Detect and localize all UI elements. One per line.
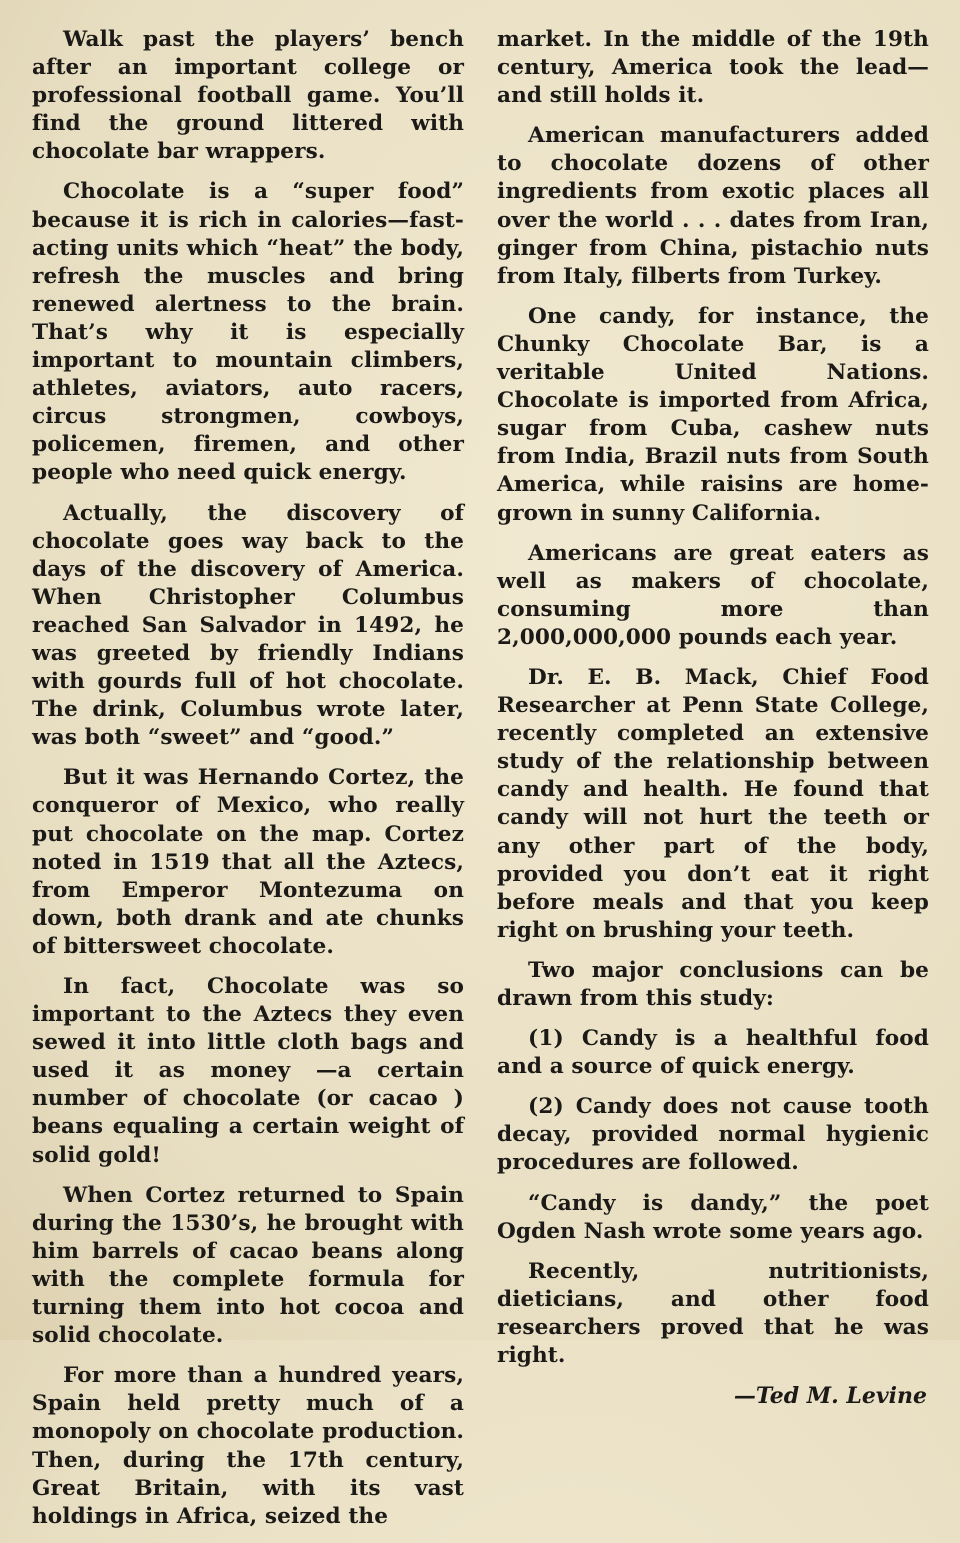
author-byline: —Ted M. Levine [733, 1383, 927, 1410]
paragraph-conclusion-one: (1) Candy is a healthful food and a source of quick energy. [497, 1026, 929, 1080]
paragraph-ingredients: American manufacturers added to chocolate dozens of other ingredients from exotic places all over the world . . . dates from Iran, ginger from China, pistachio nuts from Italy, filberts from Turkey. [497, 123, 929, 289]
paragraph-aztec-money: In fact, Chocolate was so important to the Aztecs they even sewed it into little cloth bags and used it as money —a certain number of chocolate (or cacao ) beans equaling a certain weight of solid gold! [32, 974, 464, 1168]
paragraph-chunky-bar: One candy, for instance, the Chunky Chocolate Bar, is a veritable United Nations. Chocolate is imported from Africa, sugar from Cuba, cashew nuts from India, Brazil nuts from South America, while raisins are home-grown in sunny California. [497, 303, 929, 526]
paragraph-players-bench: Walk past the players’ bench after an important college or professional football game. You’ll find the ground littered with chocolate bar wrappers. [32, 27, 464, 165]
paragraph-conclusion-two: (2) Candy does not cause tooth decay, provided normal hygienic procedures are followed. [497, 1094, 929, 1176]
paragraph-cortez: But it was Hernando Cortez, the conqueror of Mexico, who really put chocolate on the map. Cortez noted in 1519 that all the Aztecs, from Emperor Montezuma on down, both drank and ate chunks of bittersweet chocolate. [32, 765, 464, 959]
paragraph-cortez-returns: When Cortez returned to Spain during the 1530’s, he brought with him barrels of cacao beans along with the complete formula for turning them into hot cocoa and solid chocolate. [32, 1182, 464, 1349]
paragraph-spain-monopoly: For more than a hundred years, Spain held pretty much of a monopoly on chocolate production. Then, during the 17th century, Great Britain, with its vast holdings in Africa, seized the [32, 1363, 464, 1529]
right-column [497, 26, 929, 1410]
paragraph-super-food: Chocolate is a “super food” because it is rich in calories—fast-acting units which “heat” the body, refresh the muscles and bring renewed alertness to the brain. That’s why it is especially important to mountain climbers, athletes, aviators, auto racers, circus strongmen, cowboys, policemen, firemen, and other people who need quick energy. [32, 179, 464, 486]
paragraph-market-continued: market. In the middle of the 19th century, America took the lead—and still holds it. [497, 27, 929, 109]
paragraph-mack-study: Dr. E. B. Mack, Chief Food Researcher at Penn State College, recently completed an extensive study of the relationship between candy and health. He found that candy will not hurt the teeth or any other part of the body, provided you don’t eat it right before meals and that you keep right on brushing your teeth. [497, 664, 929, 943]
left-column [32, 26, 464, 1543]
paragraph-consumption: Americans are great eaters as well as makers of chocolate, consuming more than 2,000,000,000 pounds each year. [497, 540, 929, 650]
paragraph-discovery: Actually, the discovery of chocolate goes way back to the days of the discovery of America. When Christopher Columbus reached San Salvador in 1492, he was greeted by friendly Indians with gourds full of hot chocolate. The drink, Columbus wrote later, was both “sweet” and “good.” [32, 500, 464, 751]
paragraph-conclusions-intro: Two major conclusions can be drawn from this study: [497, 957, 929, 1011]
paragraph-ogden-nash: “Candy is dandy,” the poet Ogden Nash wrote some years ago. [497, 1190, 929, 1244]
paragraph-researchers: Recently, nutritionists, dieticians, and other food researchers proved that he was right. [497, 1258, 929, 1369]
